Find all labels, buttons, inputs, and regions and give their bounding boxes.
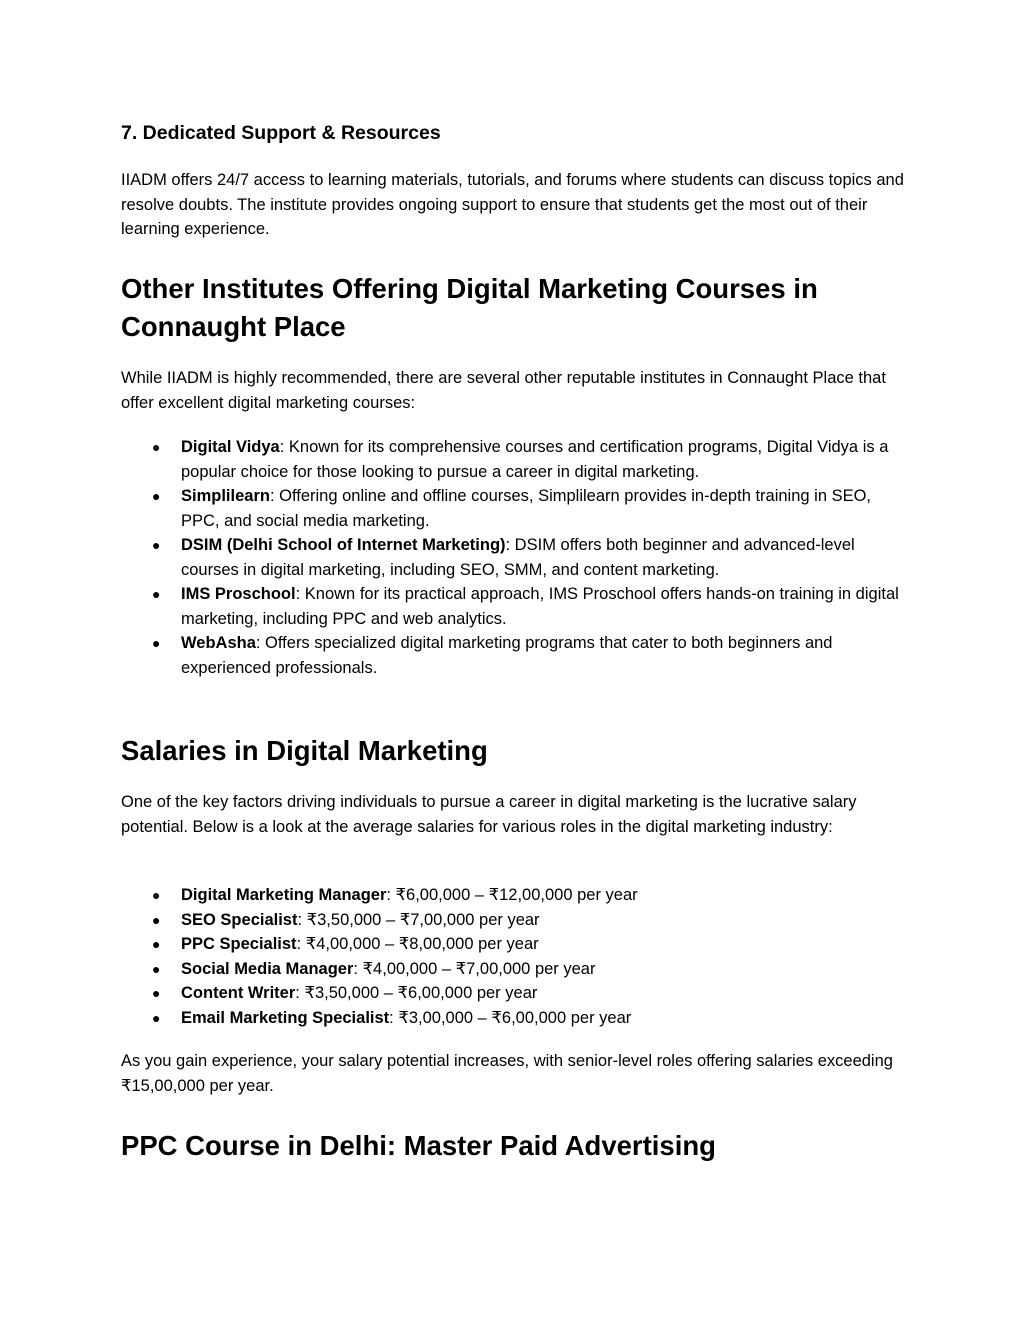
institute-description: : DSIM offers both beginner and advanced-level courses in digital marketing, including SEO, SMM, and content marketing. <box>181 536 855 579</box>
bullet-icon: ● <box>152 537 161 553</box>
list-item <box>121 631 911 680</box>
other-institutes-intro: While IIADM is highly recommended, there are several other reputable institutes in Connaught Place that offer excellent digital marketing courses: <box>121 369 886 412</box>
institute-name: DSIM (Delhi School of Internet Marketing) <box>181 536 506 554</box>
salaries-heading: Salaries in Digital Marketing <box>121 735 488 766</box>
bullet-icon: ● <box>152 1009 161 1026</box>
list-item <box>121 908 911 933</box>
salary-range: : ₹3,50,000 – ₹6,00,000 per year <box>295 984 538 1002</box>
role-name: Digital Marketing Manager <box>181 886 387 904</box>
other-institutes-heading: Other Institutes Offering Digital Marketing Courses in Connaught Place <box>121 273 818 342</box>
salaries-outro: As you gain experience, your salary potential increases, with senior-level roles offering salaries exceeding ₹15,00,000 per year. <box>121 1052 893 1095</box>
list-item <box>121 533 911 582</box>
list-item <box>121 883 911 908</box>
salaries-list <box>121 883 911 1030</box>
institute-name: Digital Vidya <box>181 438 280 456</box>
institute-description: : Known for its comprehensive courses and certification programs, Digital Vidya is a popular choice for those looking to pursue a career in digital marketing. <box>181 438 889 481</box>
ppc-course-heading: PPC Course in Delhi: Master Paid Advertising <box>121 1130 716 1161</box>
bullet-icon: ● <box>152 936 161 952</box>
bullet-icon: ● <box>152 439 161 455</box>
salary-range: : ₹4,00,000 – ₹8,00,000 per year <box>296 935 539 953</box>
institute-name: Simplilearn <box>181 487 270 505</box>
role-name: SEO Specialist <box>181 910 298 929</box>
institute-description: : Known for its practical approach, IMS Proschool offers hands-on training in digital marketing, including PPC and web analytics. <box>181 585 899 628</box>
institute-name: IMS Proschool <box>181 585 296 603</box>
bullet-icon: ● <box>152 960 161 977</box>
bullet-icon: ● <box>152 911 161 928</box>
role-name: Content Writer <box>181 984 296 1002</box>
section-7-heading: 7. Dedicated Support & Resources <box>121 122 441 144</box>
institutes-list <box>121 435 911 680</box>
salaries-intro: One of the key factors driving individuals to pursue a career in digital marketing is the lucrative salary potential. Below is a look at the average salaries for various roles in the digital marketing industry: <box>121 793 857 836</box>
salary-range: : ₹6,00,000 – ₹12,00,000 per year <box>386 886 638 904</box>
list-item <box>121 1006 911 1031</box>
salary-range: : ₹3,50,000 – ₹7,00,000 per year <box>297 910 540 929</box>
list-item <box>121 932 911 957</box>
salary-range: : ₹3,00,000 – ₹6,00,000 per year <box>389 1008 632 1027</box>
list-item <box>121 957 911 982</box>
role-name: Email Marketing Specialist <box>181 1008 390 1027</box>
bullet-icon: ● <box>152 985 161 1001</box>
institute-description: : Offers specialized digital marketing programs that cater to both beginners and experienced professionals. <box>181 634 833 677</box>
list-item <box>121 435 911 484</box>
bullet-icon: ● <box>152 586 161 602</box>
bullet-icon: ● <box>152 488 161 504</box>
bullet-icon: ● <box>152 887 161 903</box>
role-name: PPC Specialist <box>181 935 297 953</box>
section-7-body: IIADM offers 24/7 access to learning materials, tutorials, and forums where students can discuss topics and resolve doubts. The institute provides ongoing support to ensure that students get the most out of their learning experience. <box>121 171 904 238</box>
list-item <box>121 582 911 631</box>
list-item <box>121 484 911 533</box>
bullet-icon: ● <box>152 635 161 651</box>
institute-name: WebAsha <box>181 634 256 652</box>
salary-range: : ₹4,00,000 – ₹7,00,000 per year <box>353 959 596 978</box>
list-item <box>121 981 911 1006</box>
role-name: Social Media Manager <box>181 959 354 978</box>
institute-description: : Offering online and offline courses, Simplilearn provides in-depth training in SEO, PPC, and social media marketing. <box>181 487 872 530</box>
